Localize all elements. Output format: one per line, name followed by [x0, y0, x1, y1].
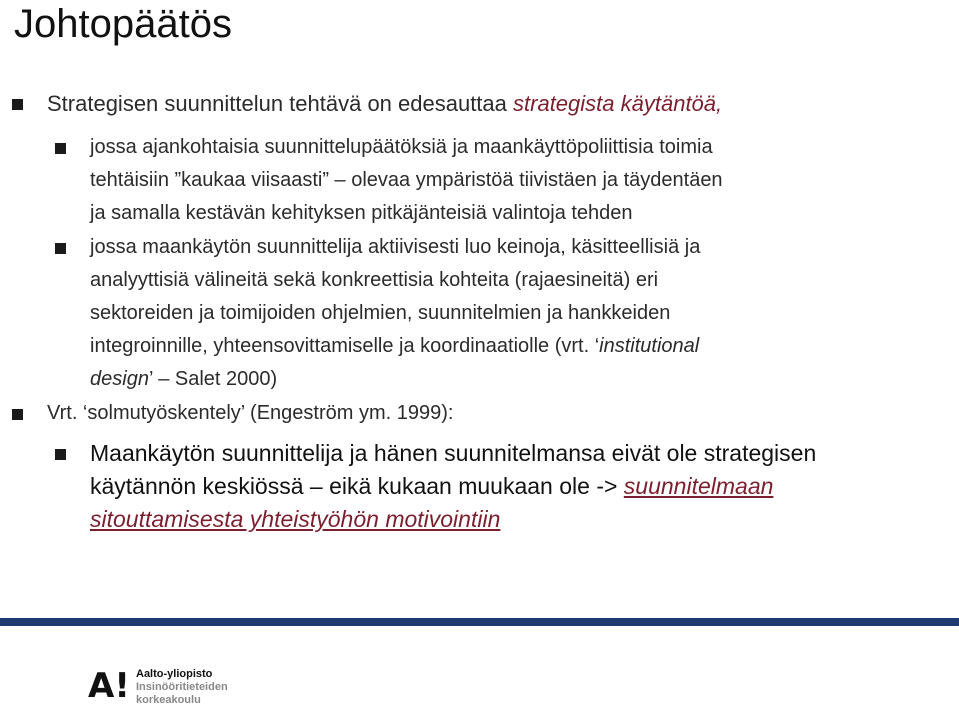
bullet-text-line: tehtäisiin ”kaukaa viisaasti” – olevaa ympäristöä tiivistäen ja täydentäen [90, 169, 723, 191]
bullet-text: Vrt. ‘solmutyöskentely’ (Engeström ym. 1999): [47, 402, 454, 424]
bullet-marker [55, 449, 66, 460]
bullet-text [47, 88, 722, 119]
bullet-marker [12, 99, 23, 110]
logo-university-name: Aalto-yliopisto [136, 668, 213, 680]
bullet-text-line: Maankäytön suunnittelija ja hänen suunnitelmansa eivät ole strategisen [90, 440, 817, 466]
footer-rule [0, 618, 959, 626]
bullet-text-line [90, 471, 773, 502]
bullet-marker [12, 409, 23, 420]
text-run: Strategisen suunnittelun tehtävä on edesauttaa [47, 91, 514, 116]
logo-school-name-2: korkeakoulu [136, 694, 201, 706]
text-run: käytännön keskiössä – eikä kukaan muukaan ole -> [90, 473, 624, 499]
bullet-text-line [90, 331, 699, 362]
aalto-logo-mark: A! [88, 666, 130, 706]
bullet-text-line [90, 364, 277, 395]
bullet-text-line [90, 504, 500, 535]
bullet-text-line: jossa ajankohtaisia suunnittelupäätöksiä ja maankäyttöpoliittisia toimia [90, 136, 713, 158]
bullet-marker [55, 143, 66, 154]
slide-title: Johtopäätös [14, 2, 232, 46]
bullet-text-line: sektoreiden ja toimijoiden ohjelmien, suunnitelmien ja hankkeiden [90, 302, 671, 324]
logo-text [136, 668, 228, 707]
text-run: ’ – Salet 2000) [148, 368, 278, 390]
text-run: integroinnille, yhteensovittamiselle ja koordinaatiolle (vrt. ‘ [90, 335, 600, 357]
accent-text: sitouttamisesta yhteistyöhön motivointiin [90, 506, 501, 532]
bullet-text-line: ja samalla kestävän kehityksen pitkäjänteisiä valintoja tehden [90, 202, 633, 224]
italic-text: institutional [599, 335, 700, 357]
italic-text: design [90, 368, 149, 390]
accent-text: suunnitelmaan [623, 473, 774, 499]
logo-school-name-1: Insinööritieteiden [136, 681, 228, 693]
accent-text: strategista käytäntöä, [513, 91, 723, 116]
bullet-text-line: analyyttisiä välineitä sekä konkreettisia kohteita (rajaesineitä) eri [90, 269, 659, 291]
bullet-text-line: jossa maankäytön suunnittelija aktiivisesti luo keinoja, käsitteellisiä ja [90, 236, 701, 258]
bullet-marker [55, 243, 66, 254]
